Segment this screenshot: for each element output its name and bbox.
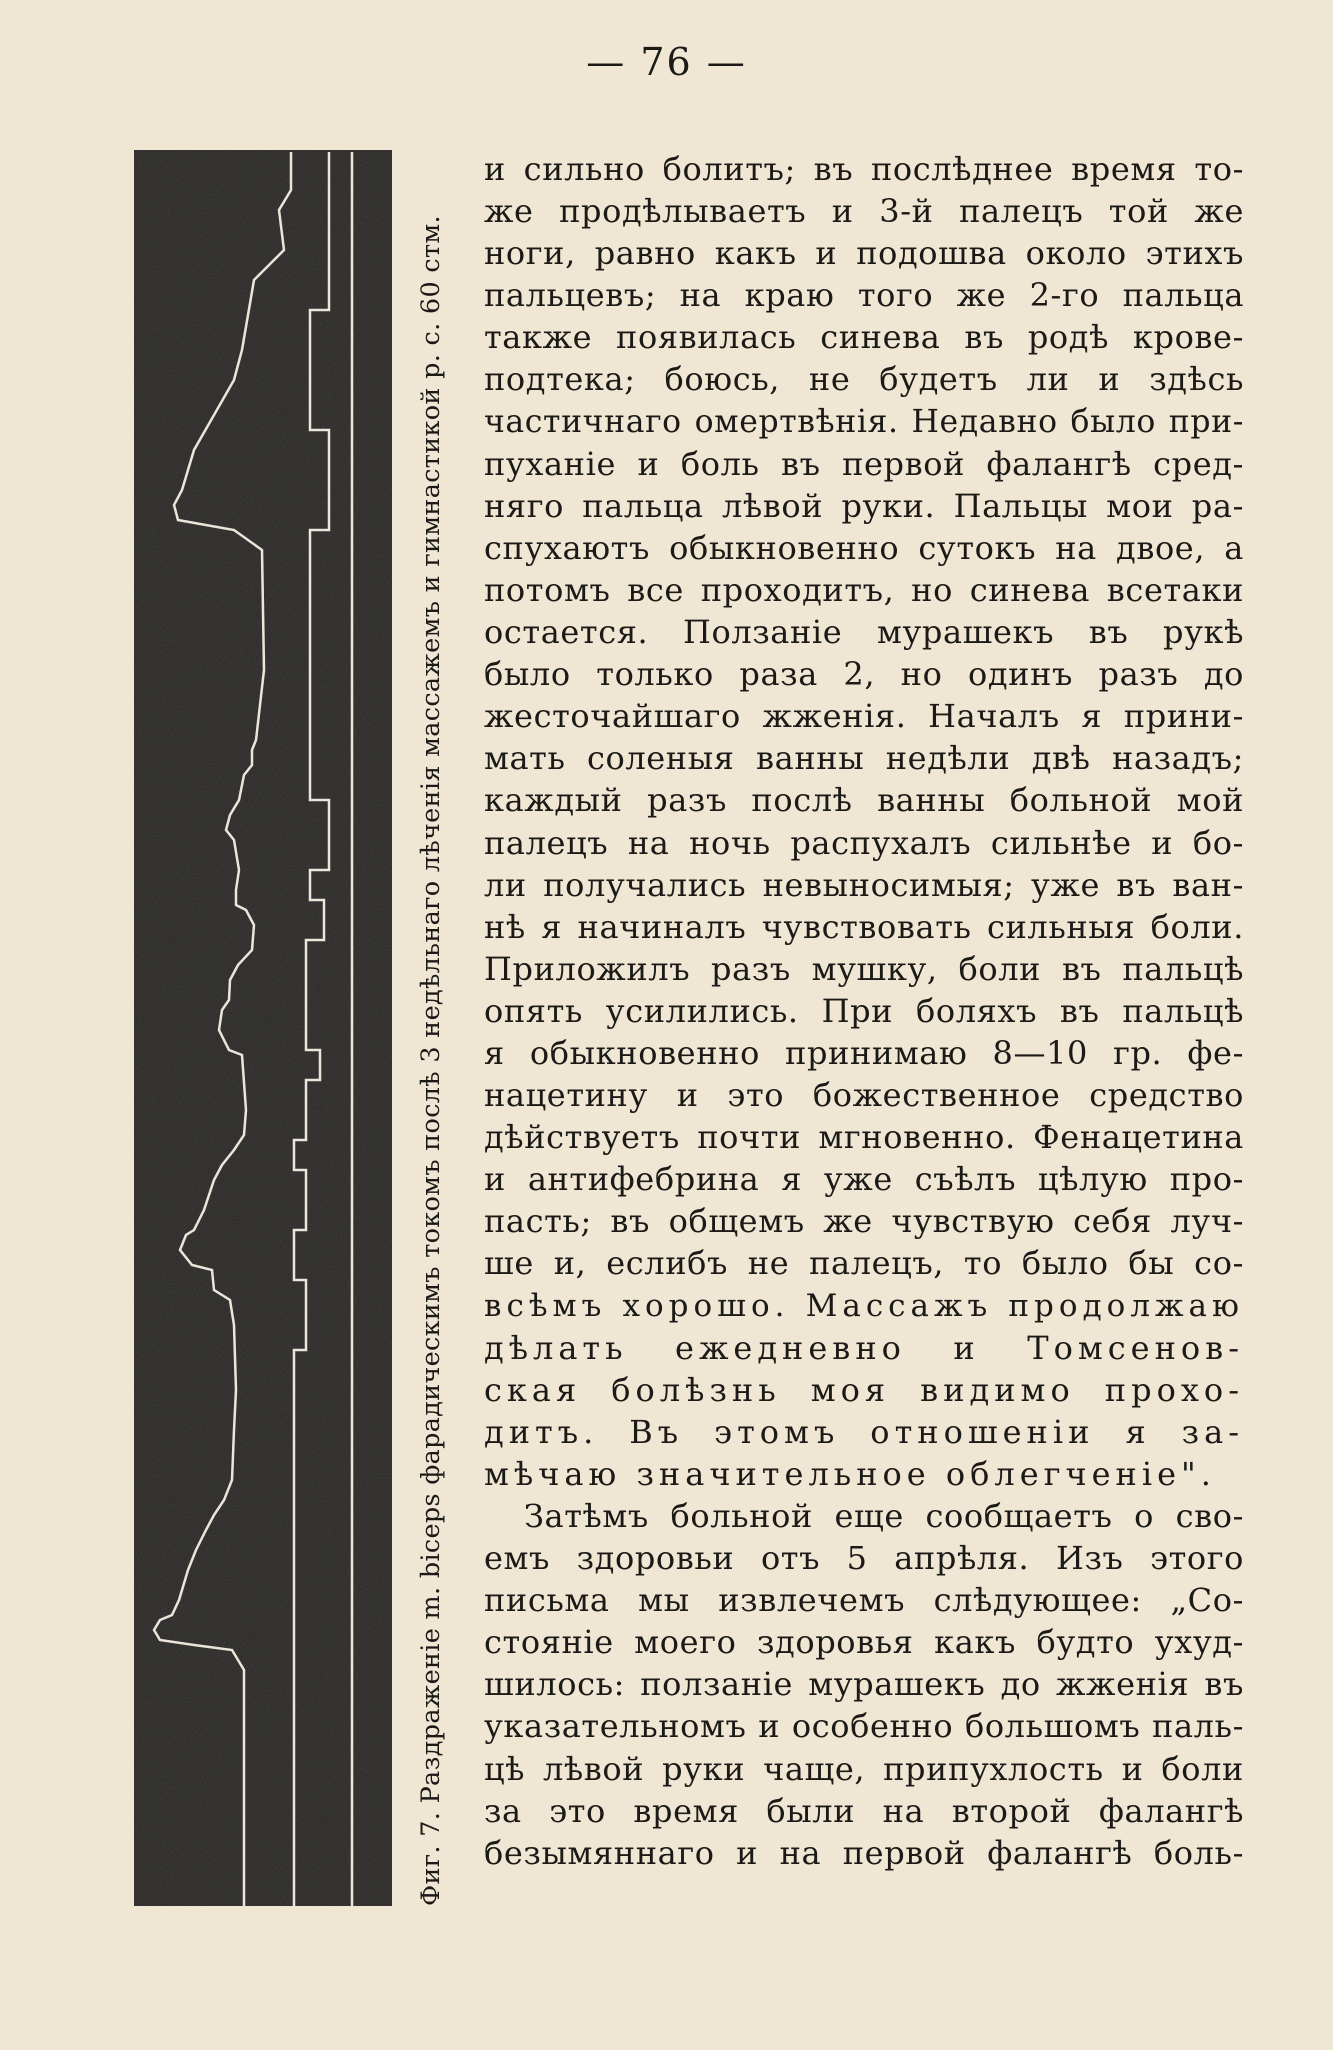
text-line: пасть; въ общемъ же чувствую себя луч- [484,1202,1244,1241]
text-line: шилось: ползаніе мурашекъ до жженія въ [484,1665,1244,1704]
figure-7-myogram [134,150,392,1906]
text-line: также появилась синева въ родѣ крове- [484,318,1244,357]
text-line: письма мы извлечемъ слѣдующее: „Со- [484,1581,1244,1620]
text-line: за это время были на второй фалангѣ [484,1791,1244,1830]
text-line-spaced: дѣлать ежедневно и Томсенов- [484,1328,1244,1367]
text-line: ли получались невыносимыя; уже въ ван- [484,865,1244,904]
text-line: подтека; боюсь, не будетъ ли и здѣсь [484,360,1244,399]
text-line: было только раза 2, но одинъ разъ до [484,655,1244,694]
text-line: остается. Ползаніе мурашекъ въ рукѣ [484,613,1244,652]
text-line-spaced: ская болѣзнь моя видимо прохо- [484,1370,1244,1409]
figure-caption: Фиг. 7. Раздраженіе m. biceps фарадическимъ токомъ послѣ 3 недѣльнаго лѣченія массажемъ и гимнастикой р. с. 60 стм. [416,215,446,1906]
text-line: Приложилъ разъ мушку, боли въ пальцѣ [484,949,1244,988]
text-line: я обыкновенно принимаю 8—10 гр. фе- [484,1033,1244,1072]
text-line: спухаютъ обыкновенно сутокъ на двое, а [484,528,1244,567]
text-line: и сильно болитъ; въ послѣднее время то- [484,150,1244,188]
text-line: указательномъ и особенно большомъ паль- [484,1707,1244,1746]
text-line: и антифебрина я уже съѣлъ цѣлую про- [484,1160,1244,1199]
text-line: безымяннаго и на первой фалангѣ боль- [484,1833,1244,1872]
text-line: частичнаго омертвѣнія. Недавно было при- [484,403,1244,440]
page-number: — 76 — [586,40,747,84]
text-line: палецъ на ночь распухалъ сильнѣе и бо- [484,823,1244,862]
text-line-spaced: всѣмъ хорошо. Массажъ продолжаю [484,1287,1244,1324]
figure-caption-container [405,150,457,1906]
text-line-spaced: дитъ. Въ этомъ отношеніи я за- [484,1412,1244,1451]
text-line: ше и, еслибъ не палецъ, то было бы со- [484,1244,1244,1283]
text-line: жесточайшаго жженія. Началъ я прини- [484,697,1244,736]
text-line: стояніе моего здоровья какъ будто ухуд- [484,1623,1244,1662]
text-line: ноги, равно какъ и подошва около этихъ [484,234,1244,273]
text-line: нацетину и это божественное средство [484,1076,1244,1115]
text-line-spaced: мѣчаю значительное облегченіе". [484,1454,1216,1493]
text-line: опять усилились. При боляхъ въ пальцѣ [484,991,1244,1030]
text-line: каждый разъ послѣ ванны больной мой [484,781,1244,820]
text-line-paragraph-start: Затѣмъ больной еще сообщаетъ о сво- [524,1497,1244,1535]
text-line: пуханіе и боль въ первой фалангѣ сред- [484,444,1244,483]
text-line: пальцевъ; на краю того же 2-го пальца [484,276,1244,315]
body-text [484,148,1244,1874]
text-line: дѣйствуетъ почти мгновенно. Фенацетина [484,1118,1244,1157]
text-line: потомъ все проходитъ, но синева всетаки [484,570,1244,609]
text-line: цѣ лѣвой руки чаще, припухлость и боли [484,1749,1244,1788]
text-line: емъ здоровьи отъ 5 апрѣля. Изъ этого [484,1539,1244,1578]
text-line: же продѣлываетъ и 3-й палецъ той же [484,192,1244,231]
text-line: няго пальца лѣвой руки. Пальцы мои ра- [484,486,1244,525]
text-line: нѣ я начиналъ чувствовать сильныя боли. [484,907,1244,946]
text-line: мать соленыя ванны недѣли двѣ назадъ; [484,739,1244,778]
